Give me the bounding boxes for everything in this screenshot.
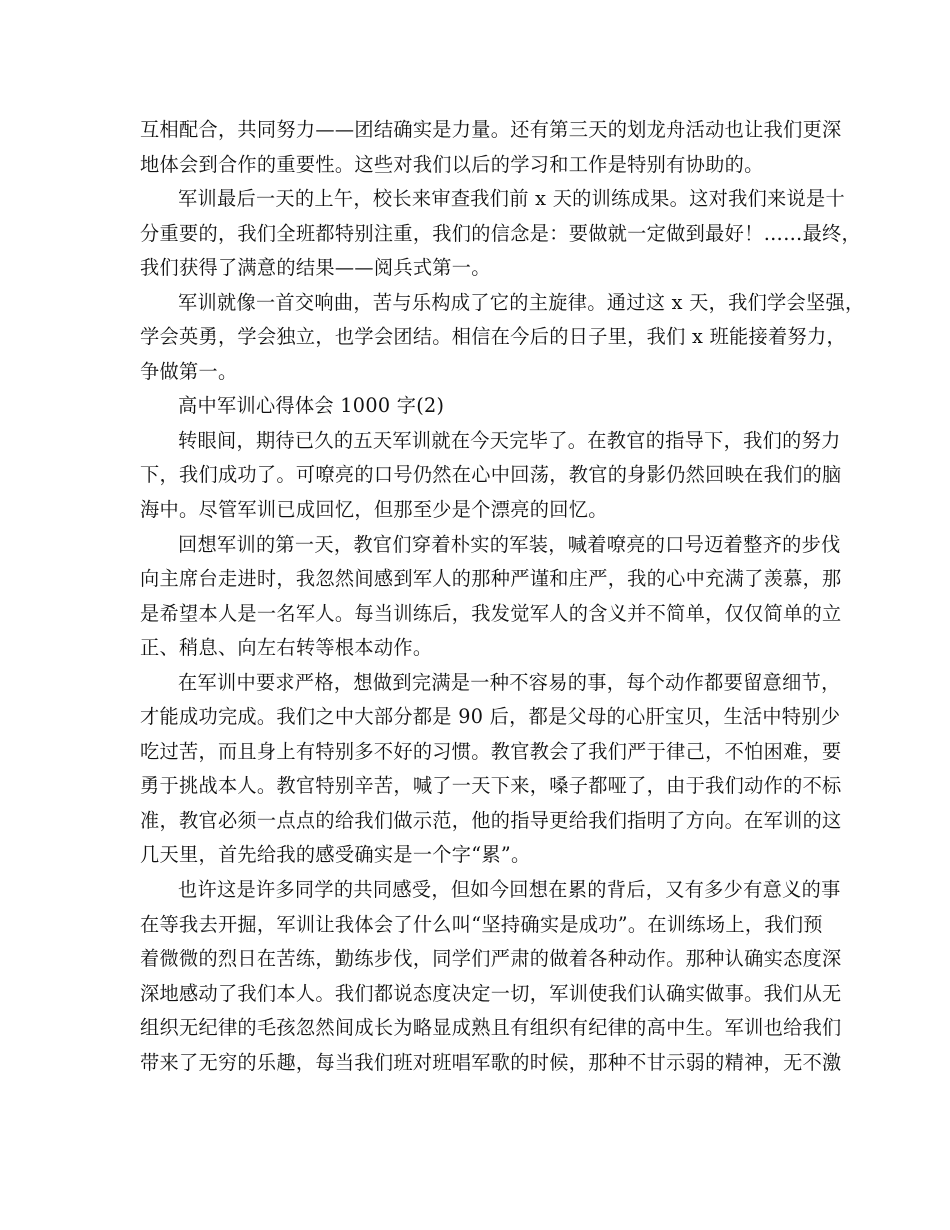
paragraph-p5 [140, 424, 842, 528]
text-line: 互相配合，共同努力——团结确实是力量。还有第三天的划龙舟活动也让我们更深 [140, 118, 842, 141]
text-line: 勇于挑战本人。教官特别辛苦，喊了一天下来，嗓子都哑了，由于我们动作的不标 [140, 774, 842, 798]
text-line: 深地感动了我们本人。我们都说态度决定一切，军训使我们认确实做事。我们从无 [140, 981, 842, 1005]
text-line: 下，我们成功了。可嘹亮的口号仍然在心中回荡，教官的身影仍然回映在我们的脑 [140, 463, 842, 487]
text-line: 也许这是许多同学的共同感受，但如今回想在累的背后，又有多少有意义的事 [178, 878, 841, 902]
text-line: 转眼间，期待已久的五天军训就在今天完毕了。在教官的指导下，我们的努力 [178, 428, 841, 452]
document-body [140, 113, 865, 1080]
text-line: 正、稍息、向左右转等根本动作。 [140, 636, 433, 660]
text-line: 在等我去开掘，军训让我体会了什么叫“坚持确实是成功”。在训练场上，我们预 [140, 912, 823, 936]
text-line: 回想军训的第一天，教官们穿着朴实的军装，喊着嘹亮的口号迈着整齐的步伐 [178, 532, 841, 556]
text-line: 军训最后一天的上午，校长来审查我们前 x 天的训练成果。这对我们来说是十 [178, 187, 846, 211]
text-line: 在军训中要求严格，想做到完满是一种不容易的事，每个动作都要留意细节， [178, 670, 841, 694]
text-line: 带来了无穷的乐趣，每当我们班对班唱军歌的时候，那种不甘示弱的精神，无不激 [140, 1050, 842, 1074]
paragraph-p4 [140, 389, 820, 424]
text-line: 学会英勇，学会独立，也学会团结。相信在今后的日子里，我们 x 班能接着努力， [140, 325, 846, 349]
text-line: 争做第一。 [140, 359, 238, 383]
paragraph-p7 [140, 666, 842, 873]
paragraph-p8 [140, 873, 842, 1080]
paragraph-p6 [140, 528, 842, 666]
text-line: 海中。尽管军训已成回忆，但那至少是个漂亮的回忆。 [140, 498, 608, 522]
text-line: 分重要的，我们全班都特别注重，我们的信念是：要做就一定做到最好！……最终， [140, 221, 862, 245]
text-line: 才能成功完成。我们之中大部分都是 90 后，都是父母的心肝宝贝，生活中特别少 [140, 705, 841, 729]
text-line: 准，教官必须一点点的给我们做示范，他的指导更给我们指明了方向。在军训的这 [140, 808, 842, 832]
text-line: 地体会到合作的重要性。这些对我们以后的学习和工作是特别有协助的。 [140, 152, 764, 176]
paragraph-p1 [140, 113, 842, 182]
text-line: 军训就像一首交响曲，苦与乐构成了它的主旋律。通过这 x 天，我们学会坚强， [178, 290, 865, 314]
text-line: 是希望本人是一名军人。每当训练后，我发觉军人的含义并不简单，仅仅简单的立 [140, 601, 842, 625]
text-line: 吃过苦，而且身上有特别多不好的习惯。教官教会了我们严于律己，不怕困难，要 [140, 739, 842, 763]
paragraph-p2 [140, 182, 862, 286]
text-line: 向主席台走进时，我忽然间感到军人的那种严谨和庄严，我的心中充满了羡慕，那 [140, 567, 842, 591]
text-line: 我们获得了满意的结果——阅兵式第一。 [140, 256, 491, 280]
text-line: 着微微的烈日在苦练，勤练步伐，同学们严肃的做着各种动作。那种认确实态度深 [140, 947, 842, 971]
text-line: 几天里，首先给我的感受确实是一个字“累”。 [140, 843, 531, 867]
paragraph-p3 [140, 286, 865, 390]
text-line: 组织无纪律的毛孩忽然间成长为略显成熟且有组织有纪律的高中生。军训也给我们 [140, 1016, 842, 1040]
text-line: 高中军训心得体会 1000 字(2) [178, 394, 445, 418]
